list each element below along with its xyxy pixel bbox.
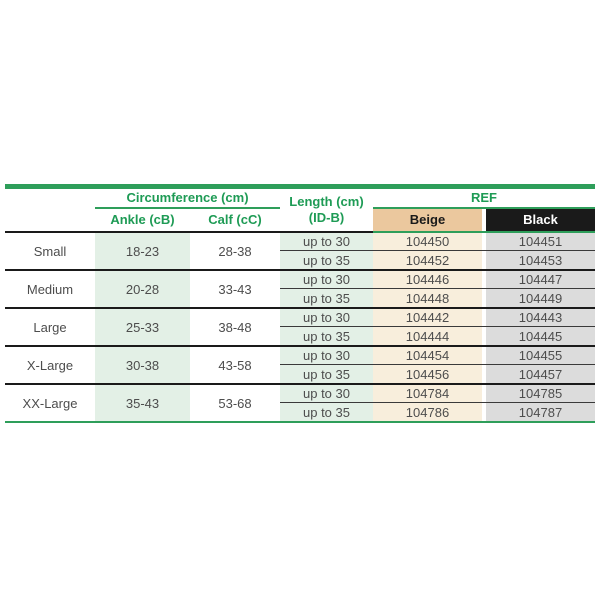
length-value: up to 35 [280,327,373,345]
black-ref-value: 104451 [486,233,595,251]
beige-ref-value: 104786 [373,403,482,421]
length-value: up to 30 [280,271,373,289]
size-label: Small [33,243,67,259]
calf-column-header: Calf (cC) [208,212,262,228]
black-ref-value: 104785 [486,385,595,403]
ankle-value: 20-28 [95,271,190,307]
ankle-value: 18-23 [95,233,190,269]
black-ref-value: 104449 [486,289,595,307]
size-label: Medium [26,281,74,297]
table-bottom-green-line [5,421,595,423]
ankle-value: 25-33 [95,309,190,345]
black-ref-value: 104787 [486,403,595,421]
length-header [280,189,373,231]
black-ref-value: 104447 [486,271,595,289]
length-value: up to 30 [280,233,373,251]
ref-header: REF [373,189,595,209]
calf-value: 38-48 [218,319,252,335]
calf-value: 28-38 [218,243,252,259]
beige-ref-value: 104452 [373,251,482,269]
size-group-large [5,309,595,347]
black-column-header: Black [486,209,595,231]
black-ref-value: 104443 [486,309,595,327]
beige-ref-value: 104442 [373,309,482,327]
length-value: up to 35 [280,403,373,421]
black-ref-value: 104445 [486,327,595,345]
beige-ref-value: 104446 [373,271,482,289]
length-value: up to 30 [280,309,373,327]
circumference-header: Circumference (cm) [95,189,280,209]
size-group-xx-large [5,385,595,421]
table-header [5,189,595,231]
calf-value: 33-43 [218,281,252,297]
size-group-x-large [5,347,595,385]
size-column-header-spacer [5,189,95,231]
size-label: XX-Large [22,395,78,411]
beige-ref-value: 104456 [373,365,482,383]
length-value: up to 35 [280,289,373,307]
beige-ref-value: 104454 [373,347,482,365]
length-value: up to 35 [280,365,373,383]
size-label: Large [33,319,67,335]
black-ref-value: 104457 [486,365,595,383]
length-header-line1: Length (cm) [289,194,364,210]
ankle-value: 30-38 [95,347,190,383]
length-value: up to 30 [280,347,373,365]
black-ref-value: 104453 [486,251,595,269]
size-group-small [5,233,595,271]
length-header-line2: (ID-B) [308,210,345,225]
beige-ref-value: 104444 [373,327,482,345]
beige-ref-value: 104450 [373,233,482,251]
calf-value: 53-68 [218,395,252,411]
ankle-column-header: Ankle (cB) [110,212,175,228]
ankle-value: 35-43 [95,385,190,421]
size-group-medium [5,271,595,309]
length-value: up to 35 [280,251,373,269]
length-value: up to 30 [280,385,373,403]
calf-value: 43-58 [218,357,252,373]
beige-ref-value: 104448 [373,289,482,307]
size-label: X-Large [26,357,74,373]
black-ref-value: 104455 [486,347,595,365]
beige-column-header: Beige [373,209,482,231]
beige-ref-value: 104784 [373,385,482,403]
size-reference-table [5,184,595,423]
